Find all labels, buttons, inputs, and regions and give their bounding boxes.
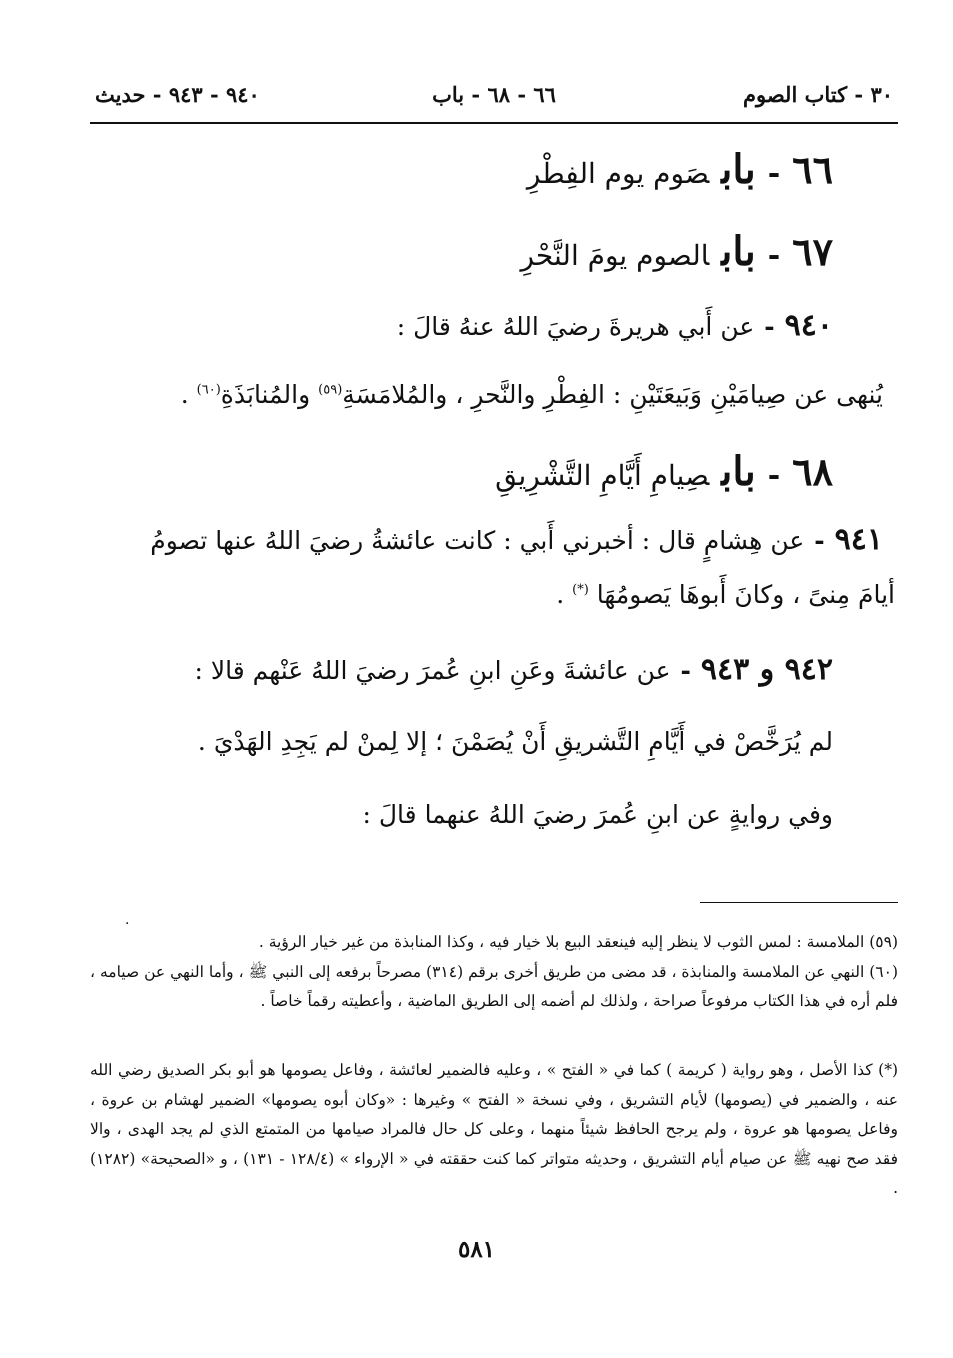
- page-number: ٥٨١: [457, 1236, 496, 1263]
- hadith-940-text: [90, 380, 883, 409]
- footnote-ref-star: (*): [572, 582, 589, 598]
- chapter-68-heading: [90, 448, 833, 495]
- hadith-941-heading: [90, 522, 883, 557]
- footnote-star: (*) كذا الأصل ، وهو رواية ( كريمة ) كما في « الفتح » ، وعليه فالضمير لعائشة ، وفاعل يصومها هو أبو بكر الصديق رضي الله عنه ، والضمير في (يصومها) لأيام التشريق ، وفي نسخة « الفتح » وغيرها : «وكان أبوه يصومها» الضمير لهشام بن عروة ، وفاعل يصومها هو عروة ، ولم يرجح الحافظ شيئاً منهما ، وعلى كل حال فالمراد صيامها من المتمتع الذي لم يجد الهدى ، والا فقد صح نهيه ﷺ عن صيام أيام التشريق ، وحديثه متواتر كما كنت حققته في « الإرواء » (١٢٨/٤ - ١٣١) ، و «الصحيحة» (١٢٨٢) .: [90, 1061, 898, 1197]
- chapter-title: صِيامِ أَيَّامِ التَّشْرِيقِ: [495, 459, 710, 492]
- chapter-66-heading: [90, 146, 833, 193]
- footnote-ref-60: (٦٠): [196, 382, 221, 398]
- footnote-rule: [700, 902, 898, 903]
- chapter-bab-label: باب: [721, 448, 756, 495]
- header-rule: [90, 122, 898, 124]
- hadith-942-943-heading: [90, 652, 833, 687]
- footnote-60: (٦٠) النهي عن الملامسة والمنابذة ، قد مضى من طريق أخرى برقم (٣١٤) مصرحاً برفعه إلى النبي ﷺ ، وأما النهي عن صيامه ، فلم أره في هذا الكتاب مرفوعاً صراحة ، ولذلك لم أضمه إلى الطريق الماضية ، وأعطيته رقماً خاصاً .: [90, 962, 898, 1010]
- hadith-text-line: أيامَ مِنىً ، وكانَ أَبوهَا يَصومُهَا: [596, 580, 895, 609]
- hadith-941-text: [90, 580, 895, 609]
- hadith-942-text: [90, 727, 833, 756]
- hadith-dash: -: [814, 526, 825, 555]
- header-chapters: ٦٦ - ٦٨ - باب: [432, 82, 556, 107]
- footnote-ref-59: (٥٩): [318, 382, 343, 398]
- hadith-intro: عن عائشةَ وعَنِ ابنِ عُمرَ رضيَ اللهُ عَنْهم قالا :: [194, 656, 671, 685]
- hadith-text: يُنهى عن صِيامَيْنِ وَبَيعَتَيْنِ : الفِطْرِ والنَّحرِ ، والمُلامَسَةِ: [342, 380, 883, 409]
- chapter-67-heading: [90, 228, 833, 275]
- header-hadith-range: ٩٤٠ - ٩٤٣ - حديث: [95, 82, 260, 107]
- footnotes-block-1: [90, 928, 898, 1017]
- hadith-text-end: .: [180, 380, 197, 409]
- hadith-text-line: عن هِشامٍ قال : أخبرني أَبي : كانت عائشةُ رضيَ اللهُ عنها تصومُ: [150, 526, 805, 555]
- hadith-text: لم يُرَخَّصْ في أَيَّامِ التَّشريقِ أَنْ يُصَمْنَ ؛ إلا لِمنْ لم يَجِدِ الهَدْيَ .: [197, 727, 833, 756]
- chapter-dash: -: [767, 458, 781, 493]
- header-book-title: ٣٠ - كتاب الصوم: [742, 82, 893, 107]
- chapter-dash: -: [767, 156, 781, 191]
- hadith-intro: عن أَبي هريرةَ رضيَ اللهُ عنهُ قالَ :: [396, 312, 755, 341]
- hadith-dash: -: [680, 656, 691, 685]
- footnote-59: (٥٩) الملامسة : لمس الثوب لا ينظر إليه فينعقد البيع بلا خيار فيه ، وكذا المنابذة من غير خيار الرؤية .: [258, 933, 898, 951]
- running-header: [95, 82, 893, 116]
- footnote-mark: .: [125, 912, 130, 928]
- hadith-number: ٩٤١: [834, 522, 883, 557]
- hadith-number: ٩٤٢ و ٩٤٣: [700, 652, 833, 687]
- hadith-940-heading: [90, 308, 833, 343]
- hadith-number: ٩٤٠: [784, 308, 833, 343]
- riwaya-text: وفي روايةٍ عن ابنِ عُمرَ رضيَ اللهُ عنهما قالَ :: [362, 800, 833, 829]
- chapter-number: ٦٧: [792, 229, 833, 274]
- chapter-number: ٦٨: [792, 449, 833, 494]
- chapter-number: ٦٦: [792, 147, 833, 192]
- chapter-bab-label: باب: [721, 228, 756, 275]
- chapter-title: صَوم يوم الفِطْرِ: [526, 157, 710, 190]
- chapter-title: الصوم يومَ النَّحْرِ: [520, 239, 710, 272]
- chapter-dash: -: [767, 238, 781, 273]
- hadith-942-riwaya: [90, 800, 833, 829]
- footnotes-block-2: [90, 1056, 898, 1204]
- chapter-bab-label: باب: [721, 146, 756, 193]
- hadith-text: والمُنابَذَةِ: [220, 380, 319, 409]
- hadith-text-end: .: [556, 580, 573, 609]
- hadith-dash: -: [764, 312, 775, 341]
